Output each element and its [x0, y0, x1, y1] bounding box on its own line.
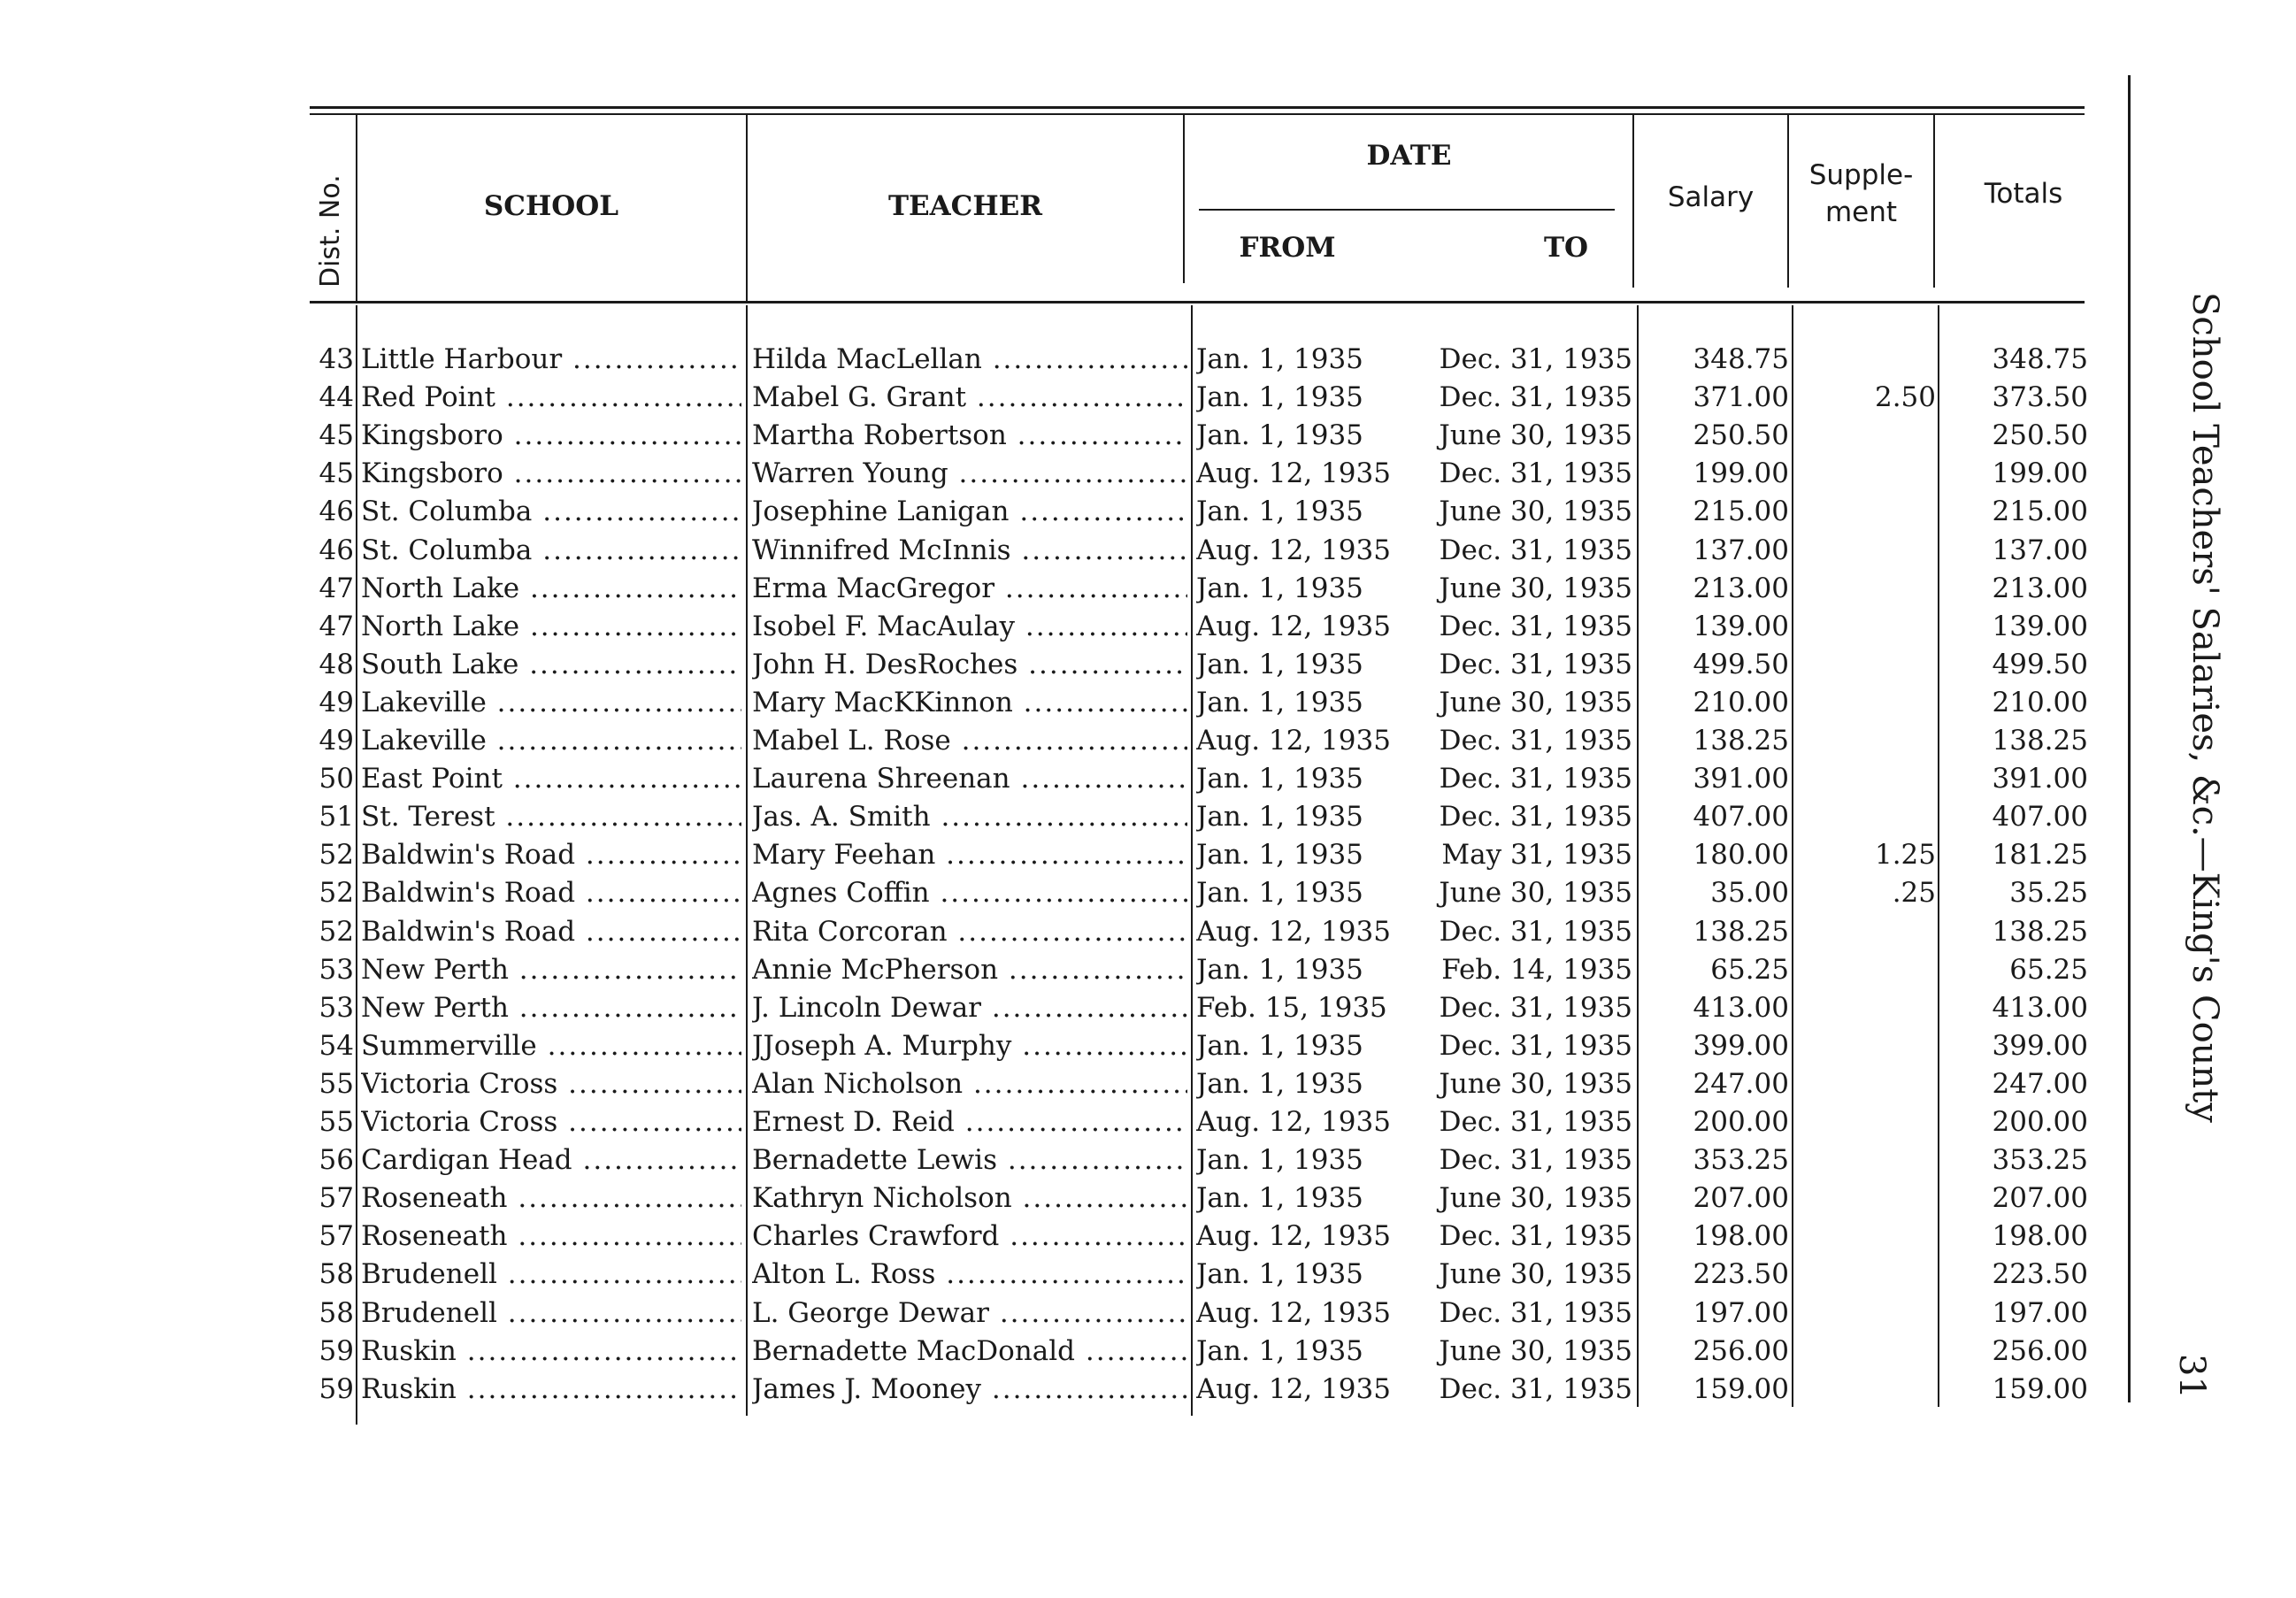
row-salary: 407.00 — [1693, 801, 1789, 834]
row-school: North Lake ..... — [361, 570, 741, 608]
row-teacher: Josephine Lanigan ..... — [752, 493, 1187, 531]
row-total: 247.00 — [1992, 1067, 2088, 1100]
row-school: Lakeville ..... — [361, 684, 741, 722]
row-dist: 43 — [319, 343, 354, 375]
table-row — [0, 1371, 2296, 1409]
row-salary: 213.00 — [1693, 572, 1789, 604]
table-row — [0, 608, 2296, 646]
row-dist: 44 — [319, 381, 354, 414]
table-row — [0, 951, 2296, 989]
row-salary: 215.00 — [1693, 496, 1789, 528]
row-dist: 45 — [319, 457, 354, 490]
row-salary: 200.00 — [1693, 1106, 1789, 1138]
table-row — [0, 1141, 2296, 1179]
row-school: Red Point ..... — [361, 379, 741, 417]
row-dist: 59 — [319, 1372, 354, 1405]
row-total: 138.25 — [1992, 915, 2088, 948]
row-total: 137.00 — [1992, 534, 2088, 566]
row-teacher: Ernest D. Reid ..... — [752, 1103, 1187, 1141]
row-teacher: Charles Crawford ..... — [752, 1218, 1187, 1256]
row-teacher: J. Lincoln Dewar ..... — [752, 989, 1187, 1027]
row-school: New Perth ..... — [361, 989, 741, 1027]
row-salary: 138.25 — [1693, 915, 1789, 948]
row-school: Cardigan Head ..... — [361, 1141, 741, 1179]
row-school: Victoria Cross ..... — [361, 1103, 741, 1141]
running-title: School Teachers' Salaries, &c.—King's County — [2185, 292, 2225, 1123]
row-salary: 210.00 — [1693, 686, 1789, 718]
row-from: Jan. 1, 1935 — [1196, 1029, 1363, 1062]
row-from: Jan. 1, 1935 — [1196, 1334, 1363, 1367]
row-school: Baldwin's Road ..... — [361, 913, 741, 951]
table-row — [0, 532, 2296, 570]
row-from: Jan. 1, 1935 — [1196, 1144, 1363, 1177]
row-teacher: Martha Robertson ..... — [752, 417, 1187, 455]
row-school: St. Columba ..... — [361, 532, 741, 570]
row-total: 353.25 — [1992, 1144, 2088, 1177]
row-from: Aug. 12, 1935 — [1196, 1220, 1391, 1253]
row-to: Dec. 31, 1935 — [1439, 915, 1632, 948]
row-dist: 53 — [319, 991, 354, 1024]
table-row — [0, 570, 2296, 608]
header-dist-no: Dist. No. — [315, 174, 346, 288]
row-salary: 391.00 — [1693, 763, 1789, 795]
table-row — [0, 1103, 2296, 1141]
row-salary: 65.25 — [1710, 953, 1789, 986]
row-salary: 159.00 — [1693, 1372, 1789, 1405]
row-dist: 48 — [319, 648, 354, 680]
row-from: Aug. 12, 1935 — [1196, 610, 1391, 642]
row-dist: 59 — [319, 1334, 354, 1367]
row-from: Aug. 12, 1935 — [1196, 1372, 1391, 1405]
row-to: Dec. 31, 1935 — [1439, 763, 1632, 795]
row-school: Lakeville ..... — [361, 722, 741, 760]
row-dist: 50 — [319, 763, 354, 795]
row-from: Jan. 1, 1935 — [1196, 839, 1363, 872]
row-teacher: Mary MacKKinnon ..... — [752, 684, 1187, 722]
row-salary: 198.00 — [1693, 1220, 1789, 1253]
row-from: Jan. 1, 1935 — [1196, 496, 1363, 528]
row-to: Feb. 14, 1935 — [1441, 953, 1632, 986]
row-salary: 197.00 — [1693, 1296, 1789, 1329]
row-school: Kingsboro ..... — [361, 455, 741, 493]
table-row — [0, 1218, 2296, 1256]
row-teacher: L. George Dewar ..... — [752, 1295, 1187, 1333]
row-from: Aug. 12, 1935 — [1196, 1296, 1391, 1329]
row-to: Dec. 31, 1935 — [1439, 1372, 1632, 1405]
row-school: Baldwin's Road ..... — [361, 874, 741, 912]
table-row — [0, 379, 2296, 417]
row-total: 199.00 — [1992, 457, 2088, 490]
row-teacher: Laurena Shreenan ..... — [752, 760, 1187, 798]
header-from: FROM — [1239, 232, 1336, 264]
row-from: Jan. 1, 1935 — [1196, 763, 1363, 795]
row-dist: 57 — [319, 1220, 354, 1253]
row-salary: 223.50 — [1693, 1258, 1789, 1291]
row-total: 35.25 — [2009, 877, 2088, 910]
row-dist: 52 — [319, 839, 354, 872]
row-school: St. Terest ..... — [361, 798, 741, 836]
table-row — [0, 874, 2296, 912]
table-row — [0, 1027, 2296, 1065]
row-to: Dec. 31, 1935 — [1439, 648, 1632, 680]
header-totals: Totals — [1984, 178, 2063, 210]
row-from: Aug. 12, 1935 — [1196, 725, 1391, 757]
row-dist: 49 — [319, 725, 354, 757]
table-row — [0, 646, 2296, 684]
row-supplement: 1.25 — [1874, 839, 1936, 872]
row-from: Jan. 1, 1935 — [1196, 1182, 1363, 1215]
table-row — [0, 1065, 2296, 1103]
row-teacher: Mabel L. Rose ..... — [752, 722, 1187, 760]
row-dist: 46 — [319, 534, 354, 566]
row-from: Jan. 1, 1935 — [1196, 1258, 1363, 1291]
row-total: 198.00 — [1992, 1220, 2088, 1253]
row-school: North Lake ..... — [361, 608, 741, 646]
row-total: 223.50 — [1992, 1258, 2088, 1291]
row-to: Dec. 31, 1935 — [1439, 725, 1632, 757]
row-total: 256.00 — [1992, 1334, 2088, 1367]
row-salary: 371.00 — [1693, 381, 1789, 414]
row-dist: 58 — [319, 1258, 354, 1291]
table-row — [0, 989, 2296, 1027]
row-from: Jan. 1, 1935 — [1196, 648, 1363, 680]
row-dist: 56 — [319, 1144, 354, 1177]
row-school: South Lake ..... — [361, 646, 741, 684]
table-row — [0, 1256, 2296, 1294]
row-salary: 199.00 — [1693, 457, 1789, 490]
row-school: Summerville ..... — [361, 1027, 741, 1065]
row-teacher: Erma MacGregor ..... — [752, 570, 1187, 608]
row-to: Dec. 31, 1935 — [1439, 534, 1632, 566]
row-salary: 207.00 — [1693, 1182, 1789, 1215]
row-school: Brudenell ..... — [361, 1295, 741, 1333]
table-row — [0, 836, 2296, 874]
row-teacher: Mabel G. Grant ..... — [752, 379, 1187, 417]
table-row — [0, 913, 2296, 951]
row-to: Dec. 31, 1935 — [1439, 343, 1632, 375]
row-teacher: Isobel F. MacAulay ..... — [752, 608, 1187, 646]
row-school: St. Columba ..... — [361, 493, 741, 531]
row-teacher: Alton L. Ross ..... — [752, 1256, 1187, 1294]
row-total: 407.00 — [1992, 801, 2088, 834]
row-dist: 54 — [319, 1029, 354, 1062]
header-teacher: TEACHER — [887, 190, 1043, 222]
row-salary: 180.00 — [1693, 839, 1789, 872]
row-total: 65.25 — [2009, 953, 2088, 986]
row-teacher: John H. DesRoches ..... — [752, 646, 1187, 684]
row-to: June 30, 1935 — [1439, 877, 1632, 910]
table-row — [0, 455, 2296, 493]
row-to: Dec. 31, 1935 — [1439, 1029, 1632, 1062]
row-teacher: Kathryn Nicholson ..... — [752, 1179, 1187, 1218]
row-total: 213.00 — [1992, 572, 2088, 604]
row-total: 138.25 — [1992, 725, 2088, 757]
row-school: Ruskin ..... — [361, 1333, 741, 1371]
row-salary: 35.00 — [1710, 877, 1789, 910]
row-dist: 55 — [319, 1067, 354, 1100]
row-from: Jan. 1, 1935 — [1196, 343, 1363, 375]
row-dist: 47 — [319, 610, 354, 642]
row-teacher: Winnifred McInnis ..... — [752, 532, 1187, 570]
row-salary: 138.25 — [1693, 725, 1789, 757]
row-supplement: .25 — [1892, 877, 1936, 910]
row-school: East Point ..... — [361, 760, 741, 798]
row-school: Ruskin ..... — [361, 1371, 741, 1409]
table-row — [0, 1333, 2296, 1371]
page-number: 31 — [2171, 1354, 2212, 1399]
row-salary: 247.00 — [1693, 1067, 1789, 1100]
row-from: Jan. 1, 1935 — [1196, 877, 1363, 910]
table-row — [0, 760, 2296, 798]
row-to: Dec. 31, 1935 — [1439, 1144, 1632, 1177]
row-to: June 30, 1935 — [1439, 1334, 1632, 1367]
row-salary: 413.00 — [1693, 991, 1789, 1024]
row-to: Dec. 31, 1935 — [1439, 381, 1632, 414]
row-total: 215.00 — [1992, 496, 2088, 528]
table-row — [0, 684, 2296, 722]
table-row — [0, 493, 2296, 531]
row-to: Dec. 31, 1935 — [1439, 1296, 1632, 1329]
row-teacher: Bernadette Lewis ..... — [752, 1141, 1187, 1179]
row-salary: 399.00 — [1693, 1029, 1789, 1062]
row-from: Jan. 1, 1935 — [1196, 381, 1363, 414]
row-teacher: Annie McPherson ..... — [752, 951, 1187, 989]
row-supplement: 2.50 — [1874, 381, 1936, 414]
table-row — [0, 417, 2296, 455]
row-dist: 46 — [319, 496, 354, 528]
row-school: Baldwin's Road ..... — [361, 836, 741, 874]
row-to: June 30, 1935 — [1439, 1182, 1632, 1215]
row-from: Aug. 12, 1935 — [1196, 457, 1391, 490]
row-total: 200.00 — [1992, 1106, 2088, 1138]
row-to: Dec. 31, 1935 — [1439, 1220, 1632, 1253]
row-to: June 30, 1935 — [1439, 686, 1632, 718]
row-from: Jan. 1, 1935 — [1196, 1067, 1363, 1100]
row-from: Jan. 1, 1935 — [1196, 686, 1363, 718]
row-from: Aug. 12, 1935 — [1196, 1106, 1391, 1138]
row-total: 348.75 — [1992, 343, 2088, 375]
row-teacher: Warren Young ..... — [752, 455, 1187, 493]
row-school: Roseneath ..... — [361, 1179, 741, 1218]
header-date: DATE — [1366, 140, 1452, 172]
row-salary: 353.25 — [1693, 1144, 1789, 1177]
row-salary: 499.50 — [1693, 648, 1789, 680]
row-teacher: JJoseph A. Murphy ..... — [752, 1027, 1187, 1065]
table-row — [0, 1295, 2296, 1333]
row-salary: 139.00 — [1693, 610, 1789, 642]
row-dist: 58 — [319, 1296, 354, 1329]
row-to: Dec. 31, 1935 — [1439, 457, 1632, 490]
row-total: 197.00 — [1992, 1296, 2088, 1329]
row-teacher: Rita Corcoran ..... — [752, 913, 1187, 951]
row-from: Jan. 1, 1935 — [1196, 572, 1363, 604]
row-teacher: Agnes Coffin ..... — [752, 874, 1187, 912]
row-dist: 55 — [319, 1106, 354, 1138]
row-total: 207.00 — [1992, 1182, 2088, 1215]
table-row — [0, 722, 2296, 760]
row-total: 499.50 — [1992, 648, 2088, 680]
row-school: Little Harbour ..... — [361, 341, 741, 379]
table-row — [0, 341, 2296, 379]
row-dist: 52 — [319, 915, 354, 948]
row-teacher: Mary Feehan ..... — [752, 836, 1187, 874]
row-to: Dec. 31, 1935 — [1439, 610, 1632, 642]
row-from: Jan. 1, 1935 — [1196, 953, 1363, 986]
row-dist: 51 — [319, 801, 354, 834]
row-to: June 30, 1935 — [1439, 572, 1632, 604]
row-to: Dec. 31, 1935 — [1439, 801, 1632, 834]
table-row — [0, 798, 2296, 836]
row-teacher: Hilda MacLellan ..... — [752, 341, 1187, 379]
row-dist: 57 — [319, 1182, 354, 1215]
header-salary: Salary — [1667, 181, 1755, 213]
row-dist: 47 — [319, 572, 354, 604]
row-salary: 250.50 — [1693, 419, 1789, 452]
row-to: June 30, 1935 — [1439, 1258, 1632, 1291]
header-to: TO — [1543, 232, 1589, 264]
row-from: Feb. 15, 1935 — [1196, 991, 1387, 1024]
row-to: June 30, 1935 — [1439, 419, 1632, 452]
table-row — [0, 1179, 2296, 1218]
header-school: SCHOOL — [483, 190, 619, 222]
row-total: 413.00 — [1992, 991, 2088, 1024]
row-from: Aug. 12, 1935 — [1196, 534, 1391, 566]
row-total: 210.00 — [1992, 686, 2088, 718]
row-school: Victoria Cross ..... — [361, 1065, 741, 1103]
row-from: Jan. 1, 1935 — [1196, 801, 1363, 834]
row-total: 181.25 — [1992, 839, 2088, 872]
row-total: 139.00 — [1992, 610, 2088, 642]
row-teacher: Jas. A. Smith ..... — [752, 798, 1187, 836]
row-teacher: Bernadette MacDonald ..... — [752, 1333, 1187, 1371]
row-dist: 45 — [319, 419, 354, 452]
row-salary: 137.00 — [1693, 534, 1789, 566]
row-total: 159.00 — [1992, 1372, 2088, 1405]
row-dist: 52 — [319, 877, 354, 910]
row-school: Kingsboro ..... — [361, 417, 741, 455]
row-school: New Perth ..... — [361, 951, 741, 989]
row-from: Aug. 12, 1935 — [1196, 915, 1391, 948]
row-to: June 30, 1935 — [1439, 1067, 1632, 1100]
row-dist: 49 — [319, 686, 354, 718]
row-school: Roseneath ..... — [361, 1218, 741, 1256]
row-to: May 31, 1935 — [1441, 839, 1632, 872]
row-teacher: Alan Nicholson ..... — [752, 1065, 1187, 1103]
row-total: 399.00 — [1992, 1029, 2088, 1062]
row-total: 250.50 — [1992, 419, 2088, 452]
row-to: Dec. 31, 1935 — [1439, 1106, 1632, 1138]
row-to: June 30, 1935 — [1439, 496, 1632, 528]
row-dist: 53 — [319, 953, 354, 986]
row-school: Brudenell ..... — [361, 1256, 741, 1294]
header-supplement: Supple- ment — [1808, 159, 1914, 228]
row-from: Jan. 1, 1935 — [1196, 419, 1363, 452]
row-total: 373.50 — [1992, 381, 2088, 414]
row-teacher: James J. Mooney ..... — [752, 1371, 1187, 1409]
row-salary: 348.75 — [1693, 343, 1789, 375]
row-salary: 256.00 — [1693, 1334, 1789, 1367]
row-total: 391.00 — [1992, 763, 2088, 795]
row-to: Dec. 31, 1935 — [1439, 991, 1632, 1024]
